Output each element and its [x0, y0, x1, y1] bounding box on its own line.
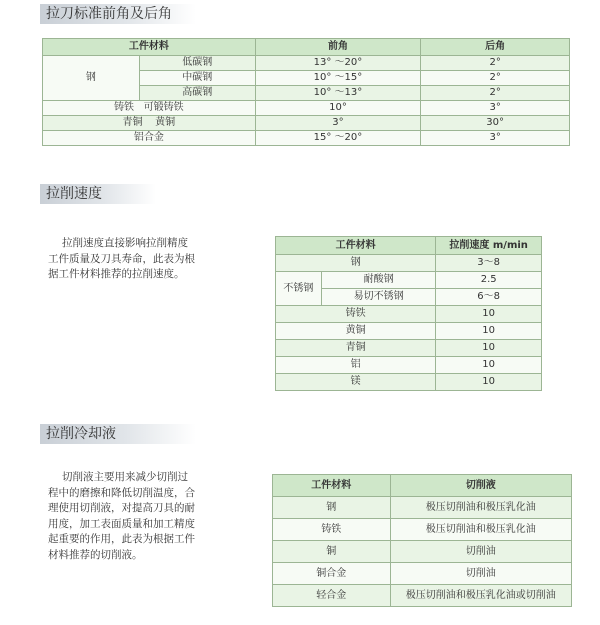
fluid-cell: 切削油: [390, 563, 571, 585]
material-cell: 高碳钢: [139, 86, 255, 101]
material-cell: 钢: [273, 497, 391, 519]
speed-cell: 2.5: [436, 272, 542, 289]
stainless-group-label: 不锈钢: [276, 272, 322, 306]
fluid-cell: 切削油: [390, 541, 571, 563]
table-row: [276, 357, 542, 374]
speed-cell: 10: [436, 340, 542, 357]
speed-cell: 10: [436, 357, 542, 374]
back-angle-cell: 3°: [421, 101, 570, 116]
coolant-description: [48, 470, 243, 563]
front-angle-cell: 15° ～20°: [255, 131, 421, 146]
back-angle-cell: 2°: [421, 56, 570, 71]
table-row: [273, 585, 572, 607]
angle-table: [42, 38, 570, 146]
material-cell: 铸铁 可锻铸铁: [43, 101, 256, 116]
section-title-speed: 拉削速度: [40, 184, 156, 204]
material-cell: 铸铁: [276, 306, 436, 323]
coolant-header-material: 工件材料: [273, 475, 391, 497]
front-angle-cell: 10° ～13°: [255, 86, 421, 101]
table-row: [276, 255, 542, 272]
fluid-cell: 极压切削油和极压乳化油: [390, 519, 571, 541]
speed-cell: 10: [436, 306, 542, 323]
table-row: [276, 374, 542, 391]
coolant-description-line: 用度，加工表面质量和加工精度: [48, 517, 195, 530]
steel-group-label: 钢: [43, 56, 140, 101]
speed-cell: 3～8: [436, 255, 542, 272]
table-row: [273, 541, 572, 563]
material-cell: 铸铁: [273, 519, 391, 541]
speed-cell: 10: [436, 323, 542, 340]
back-angle-cell: 2°: [421, 86, 570, 101]
table-row: [273, 563, 572, 585]
material-cell: 镁: [276, 374, 436, 391]
section-title-angles: 拉刀标准前角及后角: [40, 4, 196, 24]
back-angle-cell: 3°: [421, 131, 570, 146]
material-cell: 中碳钢: [139, 71, 255, 86]
table-row: [276, 306, 542, 323]
front-angle-cell: 10° ～15°: [255, 71, 421, 86]
speed-cell: 6～8: [436, 289, 542, 306]
fluid-cell: 极压切削油和极压乳化油: [390, 497, 571, 519]
table-row: [273, 497, 572, 519]
material-cell: 轻合金: [273, 585, 391, 607]
coolant-table: [272, 474, 572, 607]
front-angle-cell: 13° ～20°: [255, 56, 421, 71]
angle-header-material: 工件材料: [43, 39, 256, 56]
material-cell: 钢: [276, 255, 436, 272]
table-row: [276, 272, 542, 289]
table-row: [276, 323, 542, 340]
speed-header-material: 工件材料: [276, 237, 436, 255]
front-angle-cell: 3°: [255, 116, 421, 131]
speed-description-line: 据工件材料推荐的拉削速度。: [48, 268, 185, 280]
coolant-description-line: 程中的磨擦和降低切削温度，合: [48, 486, 195, 499]
material-cell: 青铜: [276, 340, 436, 357]
material-cell: 易切不锈钢: [321, 289, 436, 306]
speed-description-line: 工件质量及刀具寿命，此表为根: [48, 252, 195, 265]
material-cell: 低碳钢: [139, 56, 255, 71]
fluid-cell: 极压切削油和极压乳化油或切削油: [390, 585, 571, 607]
speed-header-speed: 拉削速度 m/min: [436, 237, 542, 255]
back-angle-cell: 2°: [421, 71, 570, 86]
speed-description-line: 拉削速度直接影响拉削精度: [62, 237, 188, 249]
material-cell: 耐酸钢: [321, 272, 436, 289]
material-cell: 黄铜: [276, 323, 436, 340]
material-cell: 青铜 黄铜: [43, 116, 256, 131]
section-title-coolant: 拉削冷却液: [40, 424, 196, 444]
speed-cell: 10: [436, 374, 542, 391]
table-row: [276, 340, 542, 357]
table-row: [43, 116, 570, 131]
speed-description: [48, 236, 238, 283]
coolant-header-fluid: 切削液: [390, 475, 571, 497]
coolant-description-line: 起重要的作用，此表为根据工件: [48, 533, 195, 545]
front-angle-cell: 10°: [255, 101, 421, 116]
speed-table: [275, 236, 542, 391]
material-cell: 铝合金: [43, 131, 256, 146]
material-cell: 铝: [276, 357, 436, 374]
table-row: [273, 519, 572, 541]
angle-header-back: 后角: [421, 39, 570, 56]
coolant-description-line: 材料推荐的切削液。: [48, 548, 143, 561]
table-row: [43, 56, 570, 71]
angle-header-front: 前角: [255, 39, 421, 56]
material-cell: 铜: [273, 541, 391, 563]
back-angle-cell: 30°: [421, 116, 570, 131]
table-row: [43, 101, 570, 116]
coolant-description-line: 切削液主要用来减少切削过: [62, 471, 188, 483]
material-cell: 铜合金: [273, 563, 391, 585]
coolant-description-line: 理使用切削液，对提高刀具的耐: [48, 502, 195, 514]
table-row: [43, 131, 570, 146]
